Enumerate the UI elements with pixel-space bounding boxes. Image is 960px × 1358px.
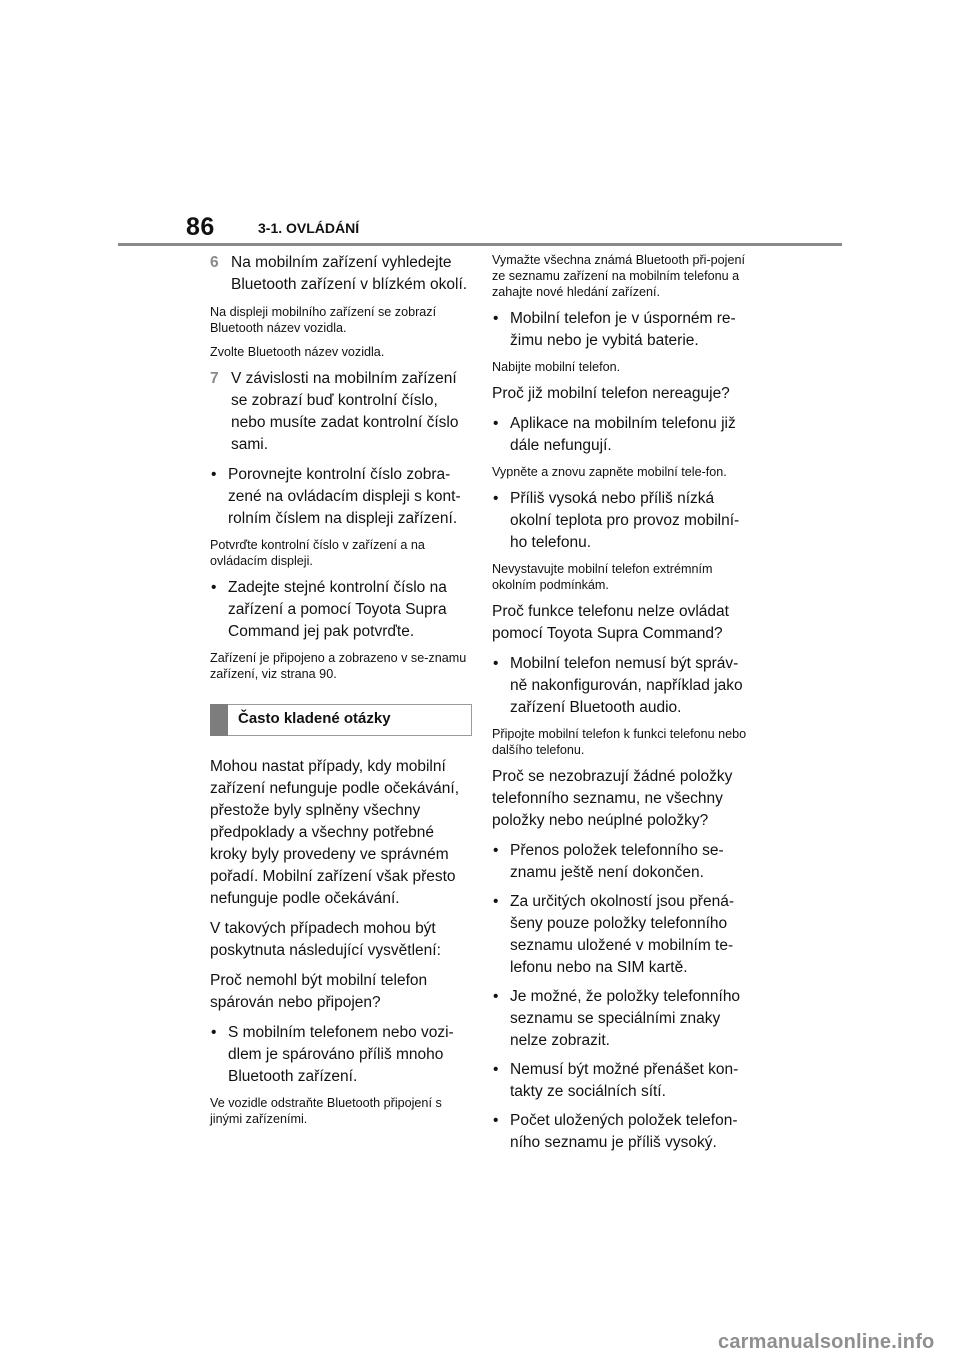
step-7	[210, 368, 472, 456]
note: Nevystavujte mobilní telefon extrémním okolním podmínkám.	[492, 562, 713, 592]
bullet-marker: •	[493, 1061, 499, 1078]
left-column	[210, 252, 472, 1135]
question: Proč se nezobrazují žádné položky telefonního seznamu, ne všechny položky nebo neúplné položky?	[492, 768, 733, 829]
bullet-marker: •	[493, 655, 499, 672]
heading-marker	[210, 704, 228, 736]
list-item-text: Zadejte stejné kontrolní číslo na zařízení a pomocí Toyota Supra Command jej pak potvrďte.	[228, 579, 447, 640]
page-header	[0, 0, 960, 250]
step-6	[210, 252, 472, 296]
list-item-text: S mobilním telefonem nebo vozi-dlem je spárováno příliš mnoho Bluetooth zařízení.	[228, 1024, 454, 1085]
bullet-marker: •	[211, 466, 217, 483]
question: Proč již mobilní telefon nereaguje?	[492, 385, 730, 402]
faq-heading-box	[210, 704, 472, 736]
header-divider	[118, 243, 842, 246]
note: Vypněte a znovu zapněte mobilní tele-fon.	[492, 465, 727, 479]
note: Připojte mobilní telefon k funkci telefonu nebo dalšího telefonu.	[492, 727, 747, 757]
step-text: V závislosti na mobilním zařízení se zobrazí buď kontrolní číslo, nebo musíte zadat kontrolní číslo sami.	[231, 370, 459, 453]
faq-heading: Často kladené otázky	[238, 710, 391, 727]
note: Ve vozidle odstraňte Bluetooth připojení s jinými zařízeními.	[210, 1096, 442, 1126]
list-item	[492, 653, 754, 719]
note: Zvolte Bluetooth název vozidla.	[210, 345, 385, 359]
list-item-text: Nemusí být možné přenášet kon-takty ze sociálních sítí.	[510, 1061, 739, 1100]
list-item-text: Příliš vysoká nebo příliš nízká okolní teplota pro provoz mobilní-ho telefonu.	[510, 490, 740, 551]
page-number: 86	[186, 213, 215, 241]
section-title: 3-1. OVLÁDÁNÍ	[258, 220, 360, 236]
note: Zařízení je připojeno a zobrazeno v se-znamu zařízení, viz strana 90.	[210, 651, 467, 681]
list-item	[492, 413, 754, 457]
bullet-marker: •	[211, 1024, 217, 1041]
bullet-marker: •	[493, 893, 499, 910]
right-column	[492, 252, 754, 1161]
bullet-marker: •	[493, 842, 499, 859]
list-item	[492, 1110, 754, 1154]
list-item-text: Za určitých okolností jsou přená-šeny pouze položky telefonního seznamu uložené v mobilním te-lefonu nebo na SIM kartě.	[510, 893, 734, 976]
list-item-text: Mobilní telefon je v úsporném re-žimu nebo je vybitá baterie.	[510, 310, 736, 349]
list-item	[492, 891, 754, 979]
list-item	[492, 986, 754, 1052]
bullet-marker: •	[493, 415, 499, 432]
paragraph: V takových případech mohou být poskytnuta následující vysvětlení:	[210, 920, 441, 959]
paragraph: Mohou nastat případy, kdy mobilní zařízení nefunguje podle očekávání, přestože byly splněny všechny předpoklady a všechny potřebné kroky byly provedeny ve správném pořadí. Mobilní zařízení však přesto nefunguje podle očekávání.	[210, 758, 460, 907]
list-item-text: Počet uložených položek telefon-ního seznamu je příliš vysoký.	[510, 1112, 738, 1151]
list-item	[492, 488, 754, 554]
list-item-text: Přenos položek telefonního se-znamu ještě není dokončen.	[510, 842, 724, 881]
bullet-marker: •	[493, 1112, 499, 1129]
note: Vymažte všechna známá Bluetooth při-pojení ze seznamu zařízení na mobilním telefonu a zahajte nové hledání zařízení.	[492, 253, 745, 299]
question: Proč funkce telefonu nelze ovládat pomocí Toyota Supra Command?	[492, 603, 729, 642]
note: Nabijte mobilní telefon.	[492, 360, 621, 374]
step-text: Na mobilním zařízení vyhledejte Bluetooth zařízení v blízkém okolí.	[231, 254, 468, 293]
list-item	[210, 577, 472, 643]
question: Proč nemohl být mobilní telefon spárován nebo připojen?	[210, 972, 428, 1011]
watermark: carmanualsonline.info	[718, 1331, 935, 1353]
list-item	[210, 1022, 472, 1088]
list-item	[210, 464, 472, 530]
list-item-text: Je možné, že položky telefonního seznamu se speciálními znaky nelze zobrazit.	[510, 988, 741, 1049]
note: Na displeji mobilního zařízení se zobrazí Bluetooth název vozidla.	[210, 305, 437, 335]
step-number: 6	[210, 254, 219, 271]
list-item-text: Porovnejte kontrolní číslo zobra-zené na ovládacím displeji s kont-rolním číslem na displeji zařízení.	[228, 466, 461, 527]
step-number: 7	[210, 370, 219, 387]
bullet-marker: •	[493, 310, 499, 327]
bullet-marker: •	[493, 490, 499, 507]
list-item	[492, 1059, 754, 1103]
note: Potvrďte kontrolní číslo v zařízení a na ovládacím displeji.	[210, 538, 425, 568]
bullet-marker: •	[493, 988, 499, 1005]
list-item	[492, 308, 754, 352]
list-item	[492, 840, 754, 884]
list-item-text: Aplikace na mobilním telefonu již dále nefungují.	[510, 415, 736, 454]
bullet-marker: •	[211, 579, 217, 596]
list-item-text: Mobilní telefon nemusí být správ-ně nakonfigurován, například jako zařízení Bluetooth audio.	[510, 655, 743, 716]
